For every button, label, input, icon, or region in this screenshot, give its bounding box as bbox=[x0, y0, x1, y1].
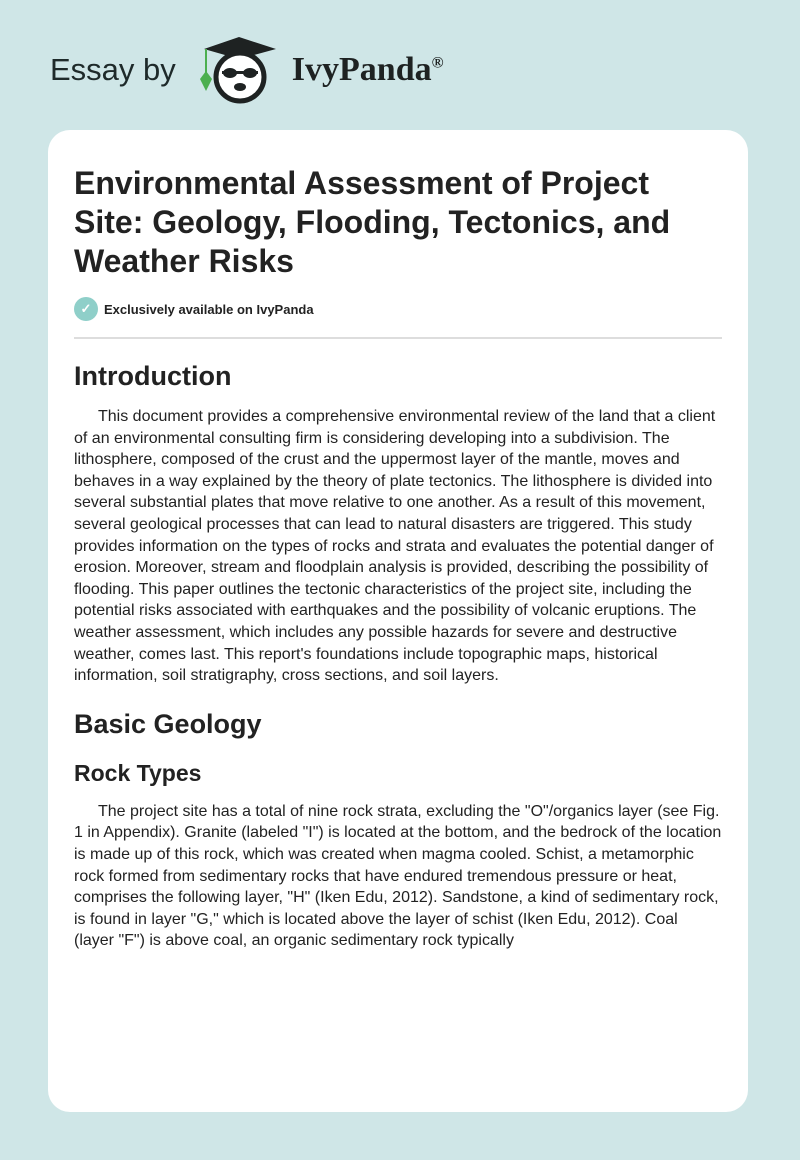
section-heading: Basic Geology bbox=[74, 708, 262, 739]
essay-card bbox=[48, 130, 748, 1112]
paragraph: This document provides a comprehensive environmental review of the land that a client of an environmental consulting firm is considering developing into a subdivision. The lithosphere, composed of the crust and the uppermost layer of the mantle, moves and behaves in a way explained by the theory of plate tectonics. The lithosphere is divided into several substantial plates that move relative to one another. As a result of this movement, several geological processes that can lead to natural disasters are triggered. This study provides information on the types of rocks and strata and evaluates the potential danger of erosion. Moreover, stream and floodplain analysis is provided, describing the possibility of flooding. This paper outlines the tectonic characteristics of the project site, including the potential risks associated with earthquakes and the possibility of volcanic eruptions. The weather assessment, which includes any possible hazards for severe and destructive weather, comes last. This report's foundations include topographic maps, historical information, soil stratigraphy, cross sections, and soil layers. bbox=[74, 408, 716, 685]
panda-logo-icon bbox=[196, 35, 282, 105]
essay-by-label: Essay by bbox=[50, 52, 176, 87]
site-header[interactable] bbox=[50, 35, 444, 105]
check-icon: ✓ bbox=[74, 297, 98, 321]
section-heading: Introduction bbox=[74, 361, 232, 391]
essay-title: Environmental Assessment of Project Site: Geology, Flooding, Tectonics, and Weather Risks bbox=[74, 165, 671, 279]
badge-label: Exclusively available on IvyPanda bbox=[104, 301, 314, 317]
subsection-heading: Rock Types bbox=[74, 759, 202, 786]
divider bbox=[74, 337, 722, 339]
exclusive-badge bbox=[74, 297, 722, 321]
paragraph: The project site has a total of nine rock strata, excluding the "O"/organics layer (see Fig. 1 in Appendix). Granite (labeled "I") is located at the bottom, and the bedrock of the location is made up of this rock, which was created when magma cooled. Schist, a metamorphic rock formed from sedimentary rocks that have endured tremendous pressure or heat, comprises the following layer, "H" (Iken Edu, 2012). Sandstone, a kind of sedimentary rock, is found in layer "G," which is located above the layer of schist (Iken Edu, 2012). Coal (layer "F") is above coal, an organic sedimentary rock typically bbox=[74, 802, 722, 950]
brand-name: IvyPanda® bbox=[291, 51, 444, 88]
